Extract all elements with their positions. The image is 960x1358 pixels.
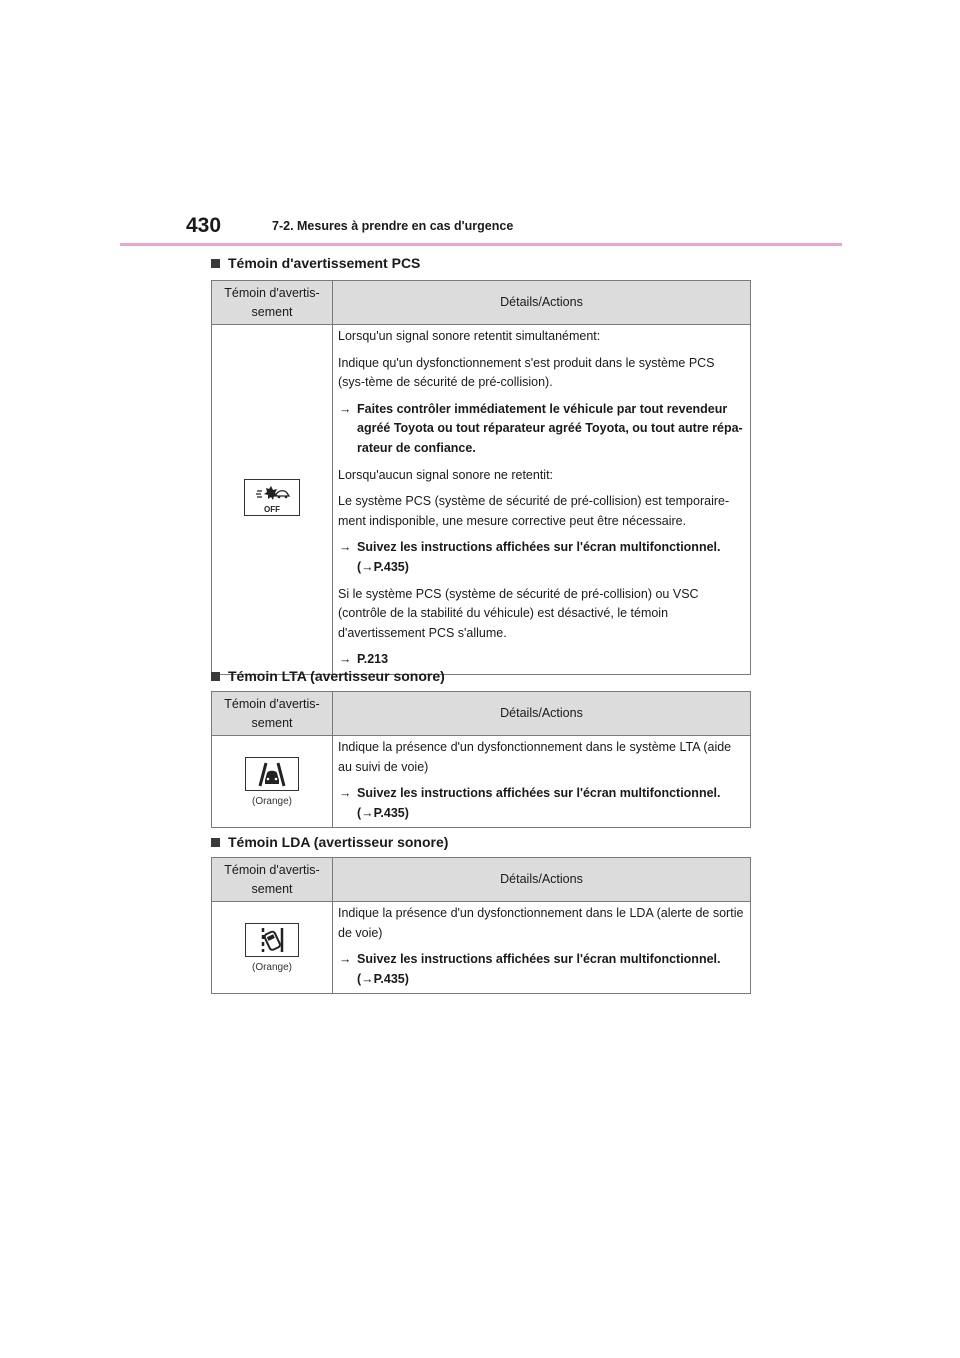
- arrow-right-icon: →: [339, 952, 352, 967]
- section-title-pcs: [211, 255, 420, 271]
- lta-lane-icon: [245, 757, 299, 791]
- page-reference-link[interactable]: (→P.435): [357, 971, 409, 986]
- action-text: Suivez les instructions affichées sur l'écran multifonctionnel.: [357, 786, 721, 801]
- chapter-section-title: 7-2. Mesures à prendre en cas d'urgence: [272, 219, 514, 233]
- action-text: Suivez les instructions affichées sur l'écran multifonctionnel.: [357, 952, 721, 967]
- icon-cell: [212, 325, 333, 675]
- page-reference-link[interactable]: (→P.435): [357, 559, 409, 574]
- section-title-lda: [211, 834, 448, 850]
- table-row: [212, 902, 751, 994]
- details-cell: [333, 902, 751, 994]
- details-paragraph: Si le système PCS (système de sécurité de pré-collision) ou VSC (contrôle de la stabilité du véhicule) est désactivé, le témoin d'avertissement PCS s'allume.: [338, 586, 699, 640]
- col-header-warning-light: Témoin d'avertis-sement: [212, 858, 333, 902]
- action-item: [338, 950, 744, 989]
- details-paragraph: Indique la présence d'un dysfonctionnement dans le système LTA (aide au suivi de voie): [338, 740, 732, 774]
- action-content: [357, 538, 720, 577]
- section-title-text: Témoin LDA (avertisseur sonore): [228, 834, 449, 850]
- details-cell: [333, 325, 751, 675]
- icon-color-note: (Orange): [251, 961, 292, 973]
- action-content: [357, 784, 720, 823]
- page-number: 430: [186, 214, 222, 237]
- table-header-row: [212, 858, 751, 902]
- section-title-text: Témoin d'avertissement PCS: [228, 255, 421, 271]
- lda-lane-departure-icon: [245, 923, 299, 957]
- action-item: [338, 650, 744, 670]
- lda-warning-table: [211, 857, 751, 994]
- table-row: [212, 736, 751, 828]
- page-reference-link[interactable]: (→P.435): [357, 805, 409, 820]
- details-cell: [333, 736, 751, 828]
- table-header-row: [212, 692, 751, 736]
- arrow-right-icon: →: [339, 401, 352, 416]
- col-header-warning-light: Témoin d'avertis-sement: [212, 281, 333, 325]
- icon-cell: [212, 902, 333, 994]
- arrow-right-icon: →: [339, 652, 352, 667]
- arrow-right-icon: →: [339, 540, 352, 555]
- page-reference-link[interactable]: P.213: [357, 652, 389, 667]
- section-title-lta: [211, 668, 445, 684]
- lta-warning-table: [211, 691, 751, 828]
- action-item: [338, 400, 744, 459]
- details-paragraph: Indique la présence d'un dysfonctionnement dans le LDA (alerte de sortie de voie): [338, 906, 744, 940]
- arrow-right-icon: →: [339, 786, 352, 801]
- col-header-details: Détails/Actions: [333, 281, 751, 325]
- action-item: [338, 784, 744, 823]
- col-header-warning-light: Témoin d'avertis-sement: [212, 692, 333, 736]
- col-header-details: Détails/Actions: [333, 692, 751, 736]
- bullet-square-icon: [211, 838, 220, 847]
- bullet-square-icon: [211, 259, 220, 268]
- icon-cell: [212, 736, 333, 828]
- action-item: [338, 538, 744, 577]
- pcs-off-warning-icon: [244, 479, 300, 516]
- section-title-text: Témoin LTA (avertisseur sonore): [228, 668, 445, 684]
- bullet-square-icon: [211, 672, 220, 681]
- table-row: [212, 325, 751, 675]
- details-paragraph: Indique qu'un dysfonctionnement s'est produit dans le système PCS (sys-tème de sécurité de pré-collision).: [338, 355, 715, 390]
- details-paragraph: Lorsqu'aucun signal sonore ne retentit:: [338, 467, 554, 482]
- details-paragraph: Lorsqu'un signal sonore retentit simultanément:: [338, 329, 601, 343]
- action-text: Suivez les instructions affichées sur l'écran multifonctionnel.: [357, 540, 721, 555]
- pcs-warning-table: [211, 280, 751, 675]
- table-header-row: [212, 281, 751, 325]
- icon-off-label: OFF: [264, 505, 280, 515]
- action-content: [357, 950, 720, 989]
- icon-color-note: (Orange): [251, 795, 292, 807]
- details-paragraph: Le système PCS (système de sécurité de pré-collision) est temporaire-ment indisponible, une mesure corrective peut être nécessaire.: [338, 494, 730, 528]
- col-header-details: Détails/Actions: [333, 858, 751, 902]
- header-divider: [120, 243, 842, 246]
- action-text: Faites contrôler immédiatement le véhicule par tout revendeur agréé Toyota ou tout réparateur agréé Toyota, ou tout autre répa-rateur de confiance.: [357, 401, 743, 455]
